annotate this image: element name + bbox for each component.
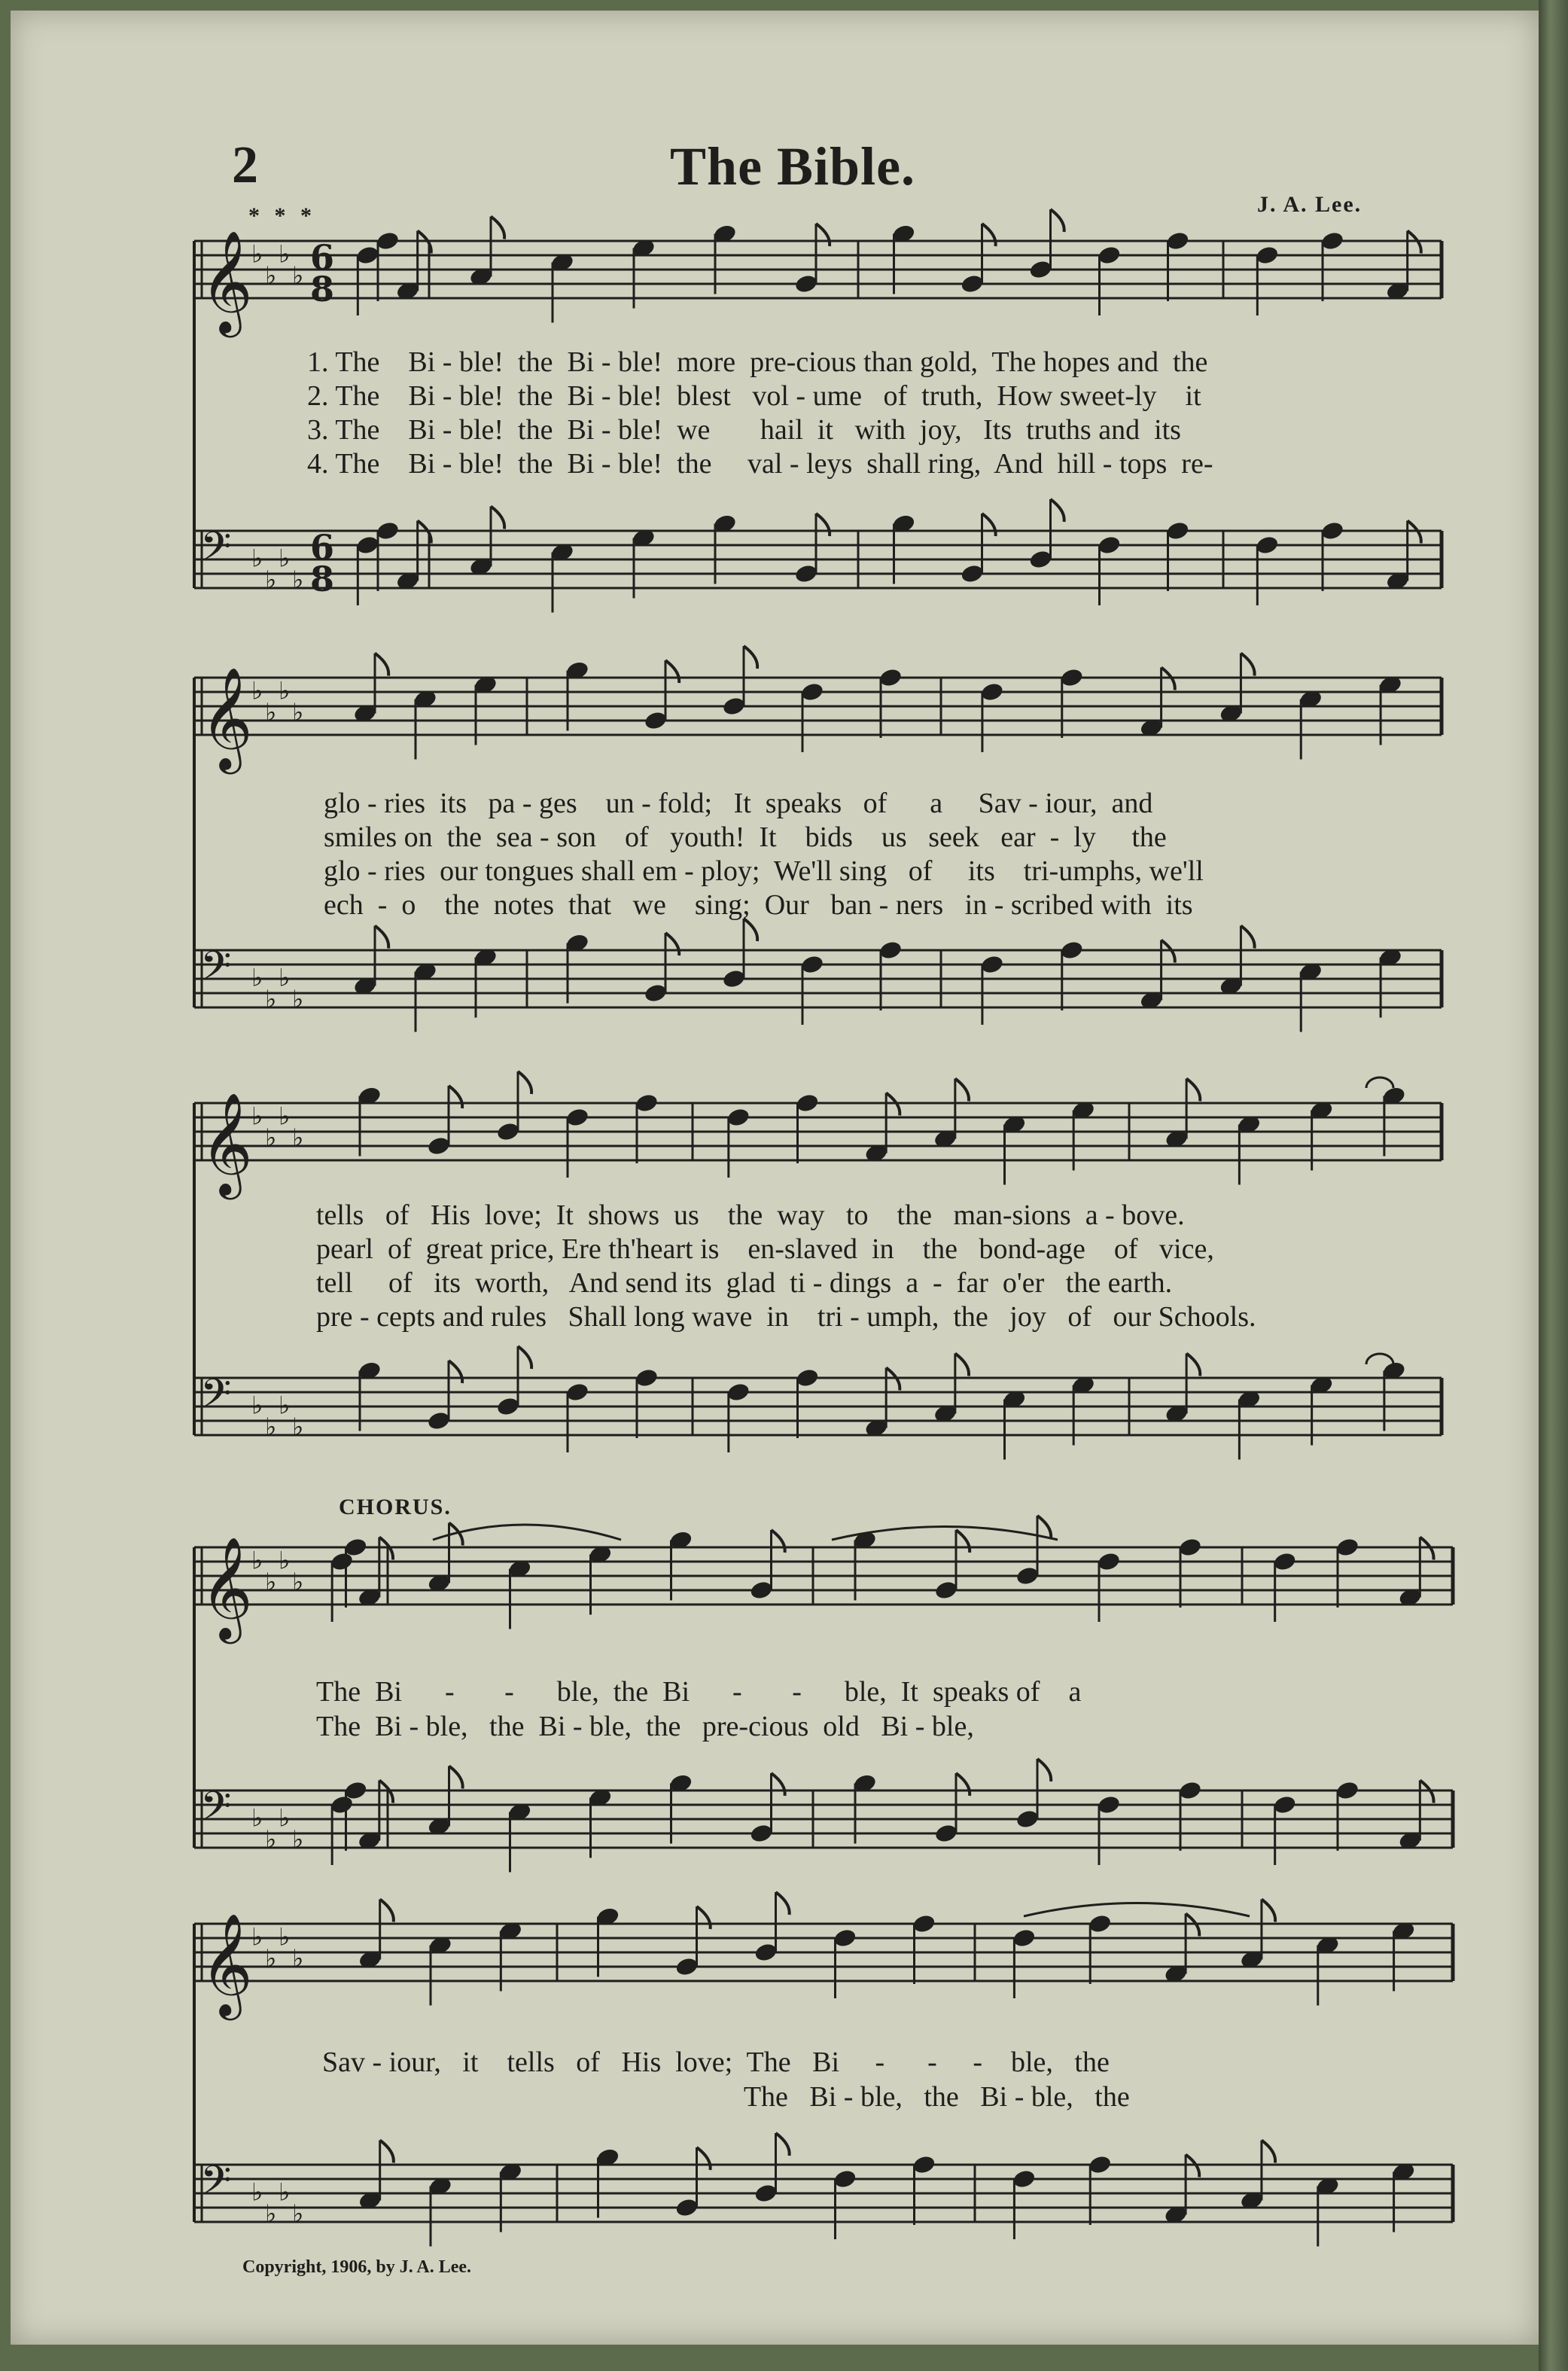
note-flag: [776, 1892, 790, 1915]
flat-sign: ♭: [292, 565, 304, 594]
note-flag: [956, 1773, 970, 1796]
bass-clef: 𝄢: [200, 1783, 232, 1840]
flat-sign: ♭: [265, 1825, 277, 1854]
time-signature: 8: [310, 559, 335, 599]
flat-sign: ♭: [265, 261, 277, 290]
note-flag: [1262, 2141, 1275, 2163]
lyric-line: smiles on the sea - son of youth! It bids us seek ear - ly the: [324, 821, 1167, 853]
flat-sign: ♭: [265, 1413, 277, 1441]
flat-sign: ♭: [279, 239, 291, 269]
lyric-line: tells of His love; It shows us the way to the man-sions a - bove.: [316, 1199, 1185, 1231]
bass-clef: 𝄢: [200, 943, 232, 1000]
tie: [1024, 1903, 1250, 1917]
flat-sign: ♭: [292, 985, 304, 1013]
flat-sign: ♭: [279, 1102, 291, 1131]
flat-sign: ♭: [292, 1413, 304, 1441]
time-signature: 6: [310, 237, 335, 278]
flat-sign: ♭: [265, 1568, 277, 1596]
note-flag: [380, 2141, 394, 2163]
flat-sign: ♭: [265, 698, 277, 727]
note-flag: [380, 1900, 394, 1922]
flat-sign: ♭: [292, 261, 304, 290]
note-flag: [375, 654, 388, 676]
flat-sign: ♭: [265, 2199, 277, 2228]
note-flag: [776, 2133, 790, 2156]
note-flag: [816, 514, 830, 536]
lyric-line: 3. The Bi - ble! the Bi - ble! we hail it with joy, Its truths and its: [307, 414, 1181, 446]
hymn-author: J. A. Lee.: [1257, 192, 1362, 217]
note-flag: [665, 660, 679, 683]
note-flag: [772, 1773, 785, 1796]
treble-clef: 𝄞: [200, 666, 253, 770]
treble-clef: 𝄞: [200, 230, 253, 333]
chorus-label: CHORUS.: [339, 1495, 452, 1519]
flat-sign: ♭: [292, 698, 304, 727]
note-flag: [1241, 926, 1254, 949]
time-signature: 8: [310, 269, 335, 309]
note-flag: [375, 926, 388, 949]
treble-clef: 𝄞: [200, 1912, 253, 2016]
treble-clef: 𝄞: [200, 1092, 253, 1195]
flat-sign: ♭: [251, 239, 263, 269]
treble-clef: 𝄞: [200, 1536, 253, 1639]
note-flag: [449, 1086, 462, 1108]
flat-sign: ♭: [265, 565, 277, 594]
note-flag: [491, 507, 504, 529]
bass-clef: 𝄢: [200, 2157, 232, 2214]
note-flag: [1186, 1079, 1200, 1102]
hymn-number: 2: [232, 136, 258, 194]
note-flag: [1241, 654, 1254, 676]
asterisk-marks: * * *: [248, 203, 316, 228]
note-flag: [744, 919, 757, 941]
flat-sign: ♭: [279, 1546, 291, 1575]
flat-sign: ♭: [251, 676, 263, 706]
note-flag: [982, 514, 996, 536]
lyric-line: 2. The Bi - ble! the Bi - ble! blest vol - ume of truth, How sweet-ly it: [307, 380, 1201, 412]
note-flag: [1186, 1354, 1200, 1376]
flat-sign: ♭: [251, 1391, 263, 1420]
flat-sign: ♭: [251, 544, 263, 573]
lyric-line: The Bi - - ble, the Bi - - ble, It speaks of a: [316, 1676, 1082, 1708]
lyric-line: The Bi - ble, the Bi - ble, the pre-cious old Bi - ble,: [316, 1711, 974, 1742]
flat-sign: ♭: [292, 1568, 304, 1596]
note-flag: [772, 1530, 785, 1553]
flat-sign: ♭: [292, 2199, 304, 2228]
flat-sign: ♭: [265, 1123, 277, 1152]
flat-sign: ♭: [251, 1546, 263, 1575]
note-flag: [1037, 1759, 1051, 1781]
flat-sign: ♭: [279, 1391, 291, 1420]
flat-sign: ♭: [251, 1803, 263, 1833]
lyric-line: pearl of great price, Ere th'heart is en-slaved in the bond-age of vice,: [316, 1233, 1214, 1265]
fermata: [1366, 1077, 1393, 1088]
flat-sign: ♭: [251, 2177, 263, 2207]
copyright-notice: Copyright, 1906, by J. A. Lee.: [242, 2257, 472, 2277]
lyric-line: 4. The Bi - ble! the Bi - ble! the val - leys shall ring, And hill - tops re-: [307, 448, 1213, 480]
note-flag: [956, 1530, 970, 1553]
note-flag: [1051, 499, 1064, 522]
flat-sign: ♭: [292, 1944, 304, 1973]
flat-sign: ♭: [279, 676, 291, 706]
flat-sign: ♭: [279, 1803, 291, 1833]
flat-sign: ♭: [279, 544, 291, 573]
flat-sign: ♭: [279, 963, 291, 992]
note-flag: [697, 1906, 711, 1929]
note-flag: [697, 2147, 711, 2170]
lyric-line: glo - ries our tongues shall em - ploy; We'll sing of its tri-umphs, we'll: [324, 855, 1204, 887]
flat-sign: ♭: [279, 2177, 291, 2207]
note-flag: [816, 224, 830, 246]
note-flag: [955, 1079, 969, 1102]
lyric-line: The Bi - ble, the Bi - ble, the: [322, 2081, 1130, 2113]
bass-clef: 𝄢: [200, 523, 232, 581]
note-flag: [982, 224, 996, 246]
flat-sign: ♭: [292, 1123, 304, 1152]
note-flag: [1262, 1900, 1275, 1922]
lyric-line: tell of its worth, And send its glad ti - dings a - far o'er the earth.: [316, 1267, 1173, 1299]
flat-sign: ♭: [251, 1922, 263, 1952]
time-signature: 6: [310, 527, 335, 568]
note-flag: [449, 1766, 463, 1789]
flat-sign: ♭: [265, 985, 277, 1013]
flat-sign: ♭: [251, 1102, 263, 1131]
lyric-line: pre - cepts and rules Shall long wave in tri - umph, the joy of our Schools.: [316, 1301, 1256, 1333]
hymn-title: The Bible.: [670, 136, 916, 197]
lyric-line: 1. The Bi - ble! the Bi - ble! more pre-cious than gold, The hopes and the: [307, 346, 1208, 378]
flat-sign: ♭: [292, 1825, 304, 1854]
lyric-line: ech - o the notes that we sing; Our ban - ners in - scribed with its: [324, 889, 1193, 921]
note-flag: [744, 646, 757, 669]
note-flag: [449, 1361, 462, 1383]
note-flag: [491, 217, 504, 239]
lyric-line: glo - ries its pa - ges un - fold; It speaks of a Sav - iour, and: [324, 788, 1153, 819]
note-flag: [1051, 209, 1064, 232]
fermata: [1366, 1354, 1393, 1364]
note-flag: [518, 1071, 531, 1094]
note-flag: [665, 933, 679, 955]
flat-sign: ♭: [265, 1944, 277, 1973]
note-flag: [518, 1346, 531, 1369]
note-flag: [955, 1354, 969, 1376]
bass-clef: 𝄢: [200, 1370, 232, 1428]
flat-sign: ♭: [251, 963, 263, 992]
flat-sign: ♭: [279, 1922, 291, 1952]
lyric-line: Sav - iour, it tells of His love; The Bi - - - ble, the: [322, 2046, 1110, 2078]
